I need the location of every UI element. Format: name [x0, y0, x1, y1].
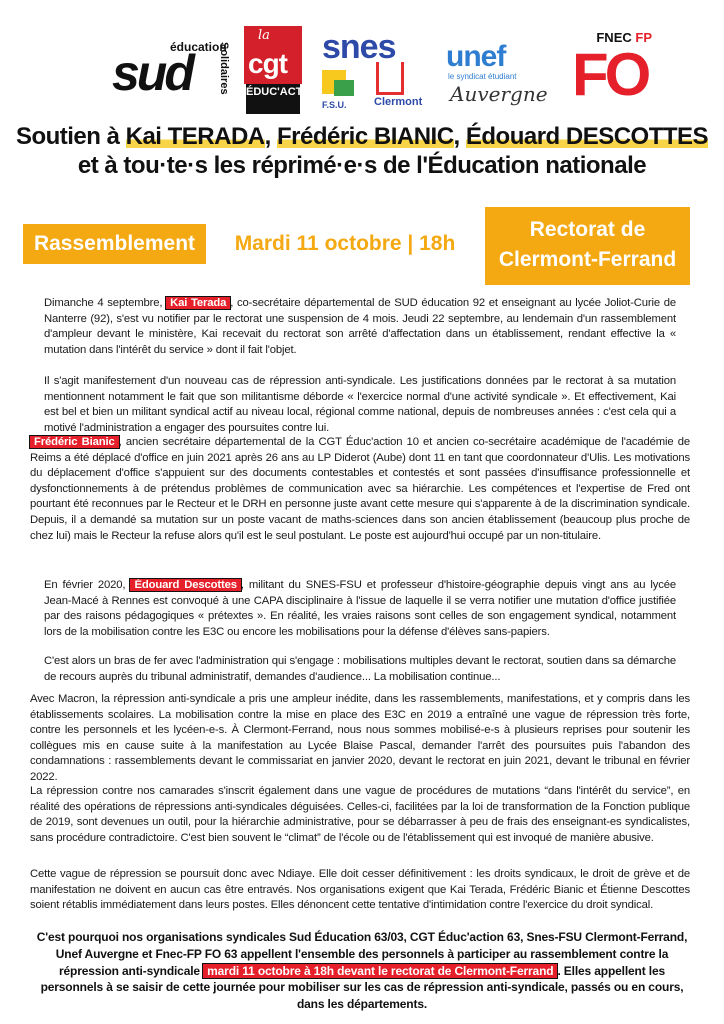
- cgt-logo-educaction: ÉDUC'ACTION: [246, 84, 300, 114]
- paragraph-terada-2: Il s'agit manifestement d'un nouveau cas de répression anti-syndicale. Les justifications données par le rectorat à sa mutation mentionnent notamment le fait que son militantisme déborde « l'exercice normal d'une activité syndicale ». Et effectivement, Kai est bel et bien un militant syndical actif au niveau local, régional comme national, depuis de nombreuses années : c'est cela qui a motivé l'administration a engager des poursuites contre lui.: [44, 375, 676, 434]
- name-highlight-bianic: Frédéric Bianic: [30, 436, 119, 448]
- event-location-badge: [485, 207, 690, 285]
- fnec-fp-fo-logo: [570, 30, 652, 112]
- paragraph-bianic: [30, 435, 690, 544]
- fo-logo-fp: FP: [635, 30, 652, 45]
- fo-logo-word: FO: [572, 41, 648, 108]
- name-highlight-terada: Kai Terada: [166, 297, 230, 309]
- paragraph-mutations: La répression contre nos camarades s'inscrit également dans une vague de procédures de mutations “dans l'intérêt du service”, en réalité des opérations de répressions anti-syndicales déguisées. Celles-ci, facilitées par la loi de transformation de la Fonction publique de 2019, sont devenues un outil, pour la hiérarchie administrative, pour se débarrasser à peu de frais des enseignant-es syndicalistes, sans procédure contradictoire. C'est bien souvent le “climat” de l'école ou de l'établissement qui est invoqué de manière abusive.: [30, 785, 690, 844]
- title-separator: ,: [453, 123, 466, 150]
- title-name-bianic: Frédéric BIANIC: [276, 123, 454, 150]
- snes-logo-figure-icon: [376, 62, 404, 95]
- call-to-action-paragraph: [30, 929, 694, 1013]
- snes-fsu-logo: [322, 28, 422, 108]
- page-title-line-1: [0, 123, 724, 151]
- fo-logo-fnec: FNEC: [596, 30, 632, 45]
- location-line-1: Rectorat de: [529, 218, 646, 241]
- paragraph-terada-1: [44, 296, 676, 358]
- rassemblement-badge: Rassemblement: [23, 224, 206, 264]
- paragraph-descottes-2: C'est alors un bras de fer avec l'administration qui s'engage : mobilisations multiples devant le rectorat, soutien dans sa démarche de recours auprès du tribunal administratif, demandes d'audience... La mobilisation continue...: [44, 655, 676, 683]
- page-title-line-2: et à tou·te·s les réprimé·e·s de l'Éducation nationale: [77, 152, 647, 179]
- sud-logo-solidaires: Solidaires: [218, 42, 230, 95]
- cgt-educaction-logo: [244, 26, 322, 114]
- snes-logo-word: snes: [322, 28, 396, 66]
- location-line-2: Clermont-Ferrand: [498, 248, 677, 271]
- paragraph-ndiaye: Cette vague de répression se poursuit donc avec Ndiaye. Elle doit cesser définitivement : les droits syndicaux, le droit de grève et de manifestation ne doivent en aucun cas être entravés. Nos organisations exigent que Kai Terada, Frédéric Bianic et Étienne Descottes soient rétablis immédiatement dans leurs postes. Elles dénoncent cette tentative d'intimidation contre l'exercice du droit syndical.: [30, 868, 690, 912]
- paragraph-text: , militant du SNES-FSU et professeur d'histoire-géographie depuis vingt ans au lycée Jean-Macé à Rennes est convoqué à une CAPA disciplinaire à l'issue de laquelle il se verra notifier une mutation d'office justifiée par des raisons pédagogiques « prétextes ». En réalité, les vraies raisons sont celles de son engagement syndical, notamment lors de la mobilisation contre les E3C ou encore les mobilisations pour la défense d'élèves sans-papiers.: [44, 579, 676, 638]
- paragraph-text: En février 2020,: [44, 579, 126, 591]
- unef-auvergne-logo: [446, 40, 546, 110]
- title-name-terada: Kai TERADA: [125, 123, 265, 150]
- logo-strip: [0, 18, 724, 108]
- unef-logo-tagline: le syndicat étudiant: [448, 72, 517, 81]
- cgt-logo-word: cgt: [248, 48, 287, 79]
- name-highlight-descottes: Édouard Descottes: [130, 579, 240, 591]
- snes-logo-clermont: Clermont: [374, 96, 423, 108]
- title-name-descottes: Édouard DESCOTTES: [465, 123, 709, 150]
- event-date: Mardi 11 octobre | 18h: [234, 232, 456, 255]
- paragraph-macron-repression: Avec Macron, la répression anti-syndicale a pris une ampleur inédite, dans les rassemblements, manifestations, et y compris dans les établissements scolaires. La mobilisation contre la mise en place des E3C en 2019 a entraîné une vague de répression très forte, contre les personnels et les lycéen-e-s. À Clermont-Ferrand, nous nous sommes mobilisé-e-s à plusieurs reprises pour soutenir les collègues mis en cause suite à la manifestation au Lycée Blaise Pascal, demander l'arrêt des poursuites puis l'abandon des condamnations : rassemblements devant le commissariat en janvier 2020, devant le rectorat en juin 2021, devant le tribunal en février 2022.: [30, 693, 690, 783]
- unef-logo-word: unef: [446, 40, 506, 73]
- snes-logo-fsu: F.S.U.: [322, 100, 347, 110]
- sud-logo-word: sud: [112, 45, 192, 101]
- paragraph-text: , ancien secrétaire départemental de la CGT Éduc'action 10 et ancien co-secrétaire académique de l'académie de Reims a été déplacé d'office en juin 2021 après 26 ans au LP Diderot (Aube) dont 11 en tant que coordonnateur d'Ulis. Les motivations du déplacement d'office s'appuient sur des documents contestables et contestés et sont passées d'insuffisance professionnelle et dysfonctionnements à de prétendus problèmes de communication avec sa hiérarchie. Les compétences et l'expertise de Fred ont pourtant été reconnues par le Recteur et le DRH en personne juste avant cette mesure qui s'apparente à de la discrimination syndicale. Depuis, il a demandé sa mutation sur un poste vacant de maths-sciences dans son ancien établissement (beaucoup plus proche de chez lui) mais le Recteur la refuse alors qu'il est le seul postulant. Le poste est aujourd'hui occupé par un non-titulaire.: [30, 436, 691, 542]
- unef-logo-auvergne: Auvergne: [450, 82, 548, 106]
- call-text: . Elles appellent les personnels à se saisir de cette journée pour mobiliser sur les cas de répression anti-syndicale, passés ou en cours, dans les départements.: [40, 963, 684, 1012]
- paragraph-text: , co-secrétaire départemental de SUD éducation 92 et enseignant au lycée Joliot-Curie de Nanterre (92), s'est vu notifier par le rectorat une suspension de 4 mois. Jeudi 22 septembre, au lendemain d'un rassemblement d'ampleur devant le ministère, Kai recevait du rectorat son arrêté d'affectation dans un établissement, rendant effective la « mutation dans l'intérêt du service » dont il fait l'objet.: [44, 297, 676, 356]
- event-highlight: mardi 11 octobre à 18h devant le rectorat de Clermont-Ferrand: [203, 964, 557, 978]
- sud-logo-education-text: éducation: [170, 40, 227, 54]
- snes-logo-green-shape: [334, 80, 354, 96]
- call-text: C'est pourquoi nos organisations syndicales Sud Éducation 63/03, CGT Éduc'action 63, Snes-FSU Clermont-Ferrand, Unef Auvergne et Fnec-FP FO 63 appellent l'ensemble des personnels à participer au rassemblement contre la répression anti-syndicale: [36, 930, 688, 978]
- paragraph-descottes-1: [44, 578, 676, 640]
- sud-education-logo: [112, 40, 232, 100]
- title-prefix: Soutien à: [15, 123, 126, 150]
- cgt-logo-la: la: [258, 28, 270, 43]
- paragraph-text: Dimanche 4 septembre,: [44, 297, 163, 309]
- title-separator: ,: [264, 123, 277, 150]
